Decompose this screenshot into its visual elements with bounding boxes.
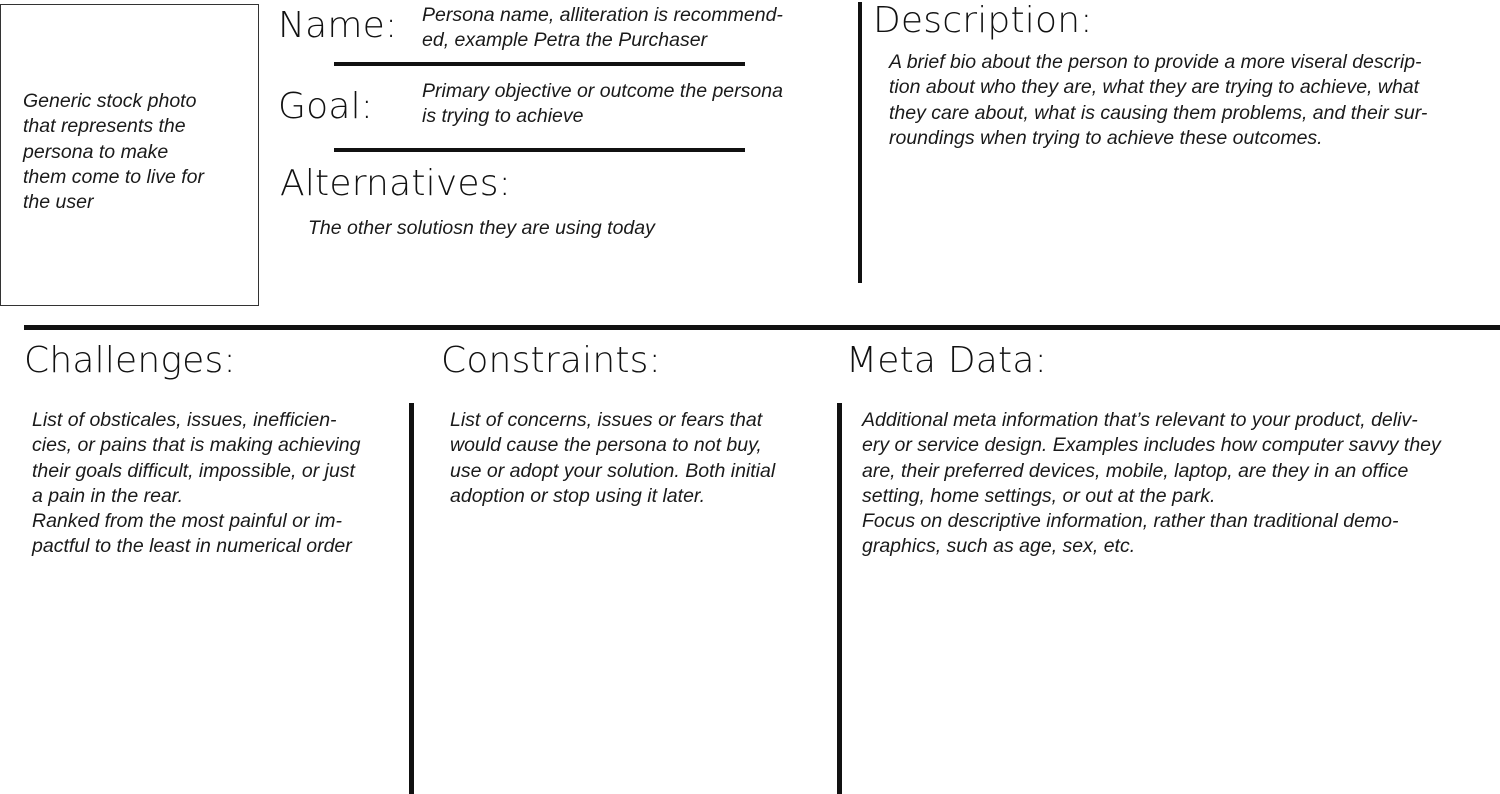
name-hint: Persona name, alliteration is recommend- ed, example Petra the Purchaser — [422, 4, 783, 52]
top-vertical-divider — [858, 2, 862, 283]
meta-data-hint: Additional meta information that’s relevant to your product, deliv- ery or service design. Examples includes how computer savvy they are, their preferred devices, mobile, laptop, are they in an office setting, home settings, or out at the park. Focus on descriptive information, rather than traditional demo- graphics, such as age, sex, etc. — [862, 409, 1441, 558]
alternatives-hint: The other solutiosn they are using today — [308, 217, 655, 239]
goal-divider — [334, 148, 745, 152]
challenges-label: Challenges: — [24, 340, 236, 381]
name-label: Name: — [278, 5, 398, 46]
goal-label: Goal: — [278, 86, 374, 127]
persona-photo-placeholder — [0, 4, 259, 306]
name-divider — [334, 62, 745, 66]
alternatives-label: Alternatives: — [280, 163, 511, 204]
constraints-hint: List of concerns, issues or fears that would cause the persona to not buy, use or adopt your solution. Both initial adoption or stop using it later. — [450, 409, 776, 507]
goal-hint: Primary objective or outcome the persona is trying to achieve — [422, 80, 783, 128]
description-hint: A brief bio about the person to provide a more viseral descrip- tion about who they are, what they are trying to achieve, what they care about, what is causing them problems, and their sur- roundings when trying to achieve these outcomes. — [889, 51, 1428, 149]
description-label: Description: — [873, 0, 1093, 41]
photo-placeholder-text: Generic stock photo that represents the persona to make them come to live for the user — [23, 90, 204, 214]
constraints-metadata-divider — [837, 403, 842, 794]
challenges-constraints-divider — [409, 403, 414, 794]
section-divider — [24, 325, 1500, 330]
challenges-hint: List of obsticales, issues, inefficien- cies, or pains that is making achieving their goals difficult, impossible, or just a pain in the rear. Ranked from the most painful or im- pactful to the least in numerical order — [32, 409, 361, 558]
constraints-label: Constraints: — [441, 340, 661, 381]
meta-data-label: Meta Data: — [846, 340, 1047, 381]
